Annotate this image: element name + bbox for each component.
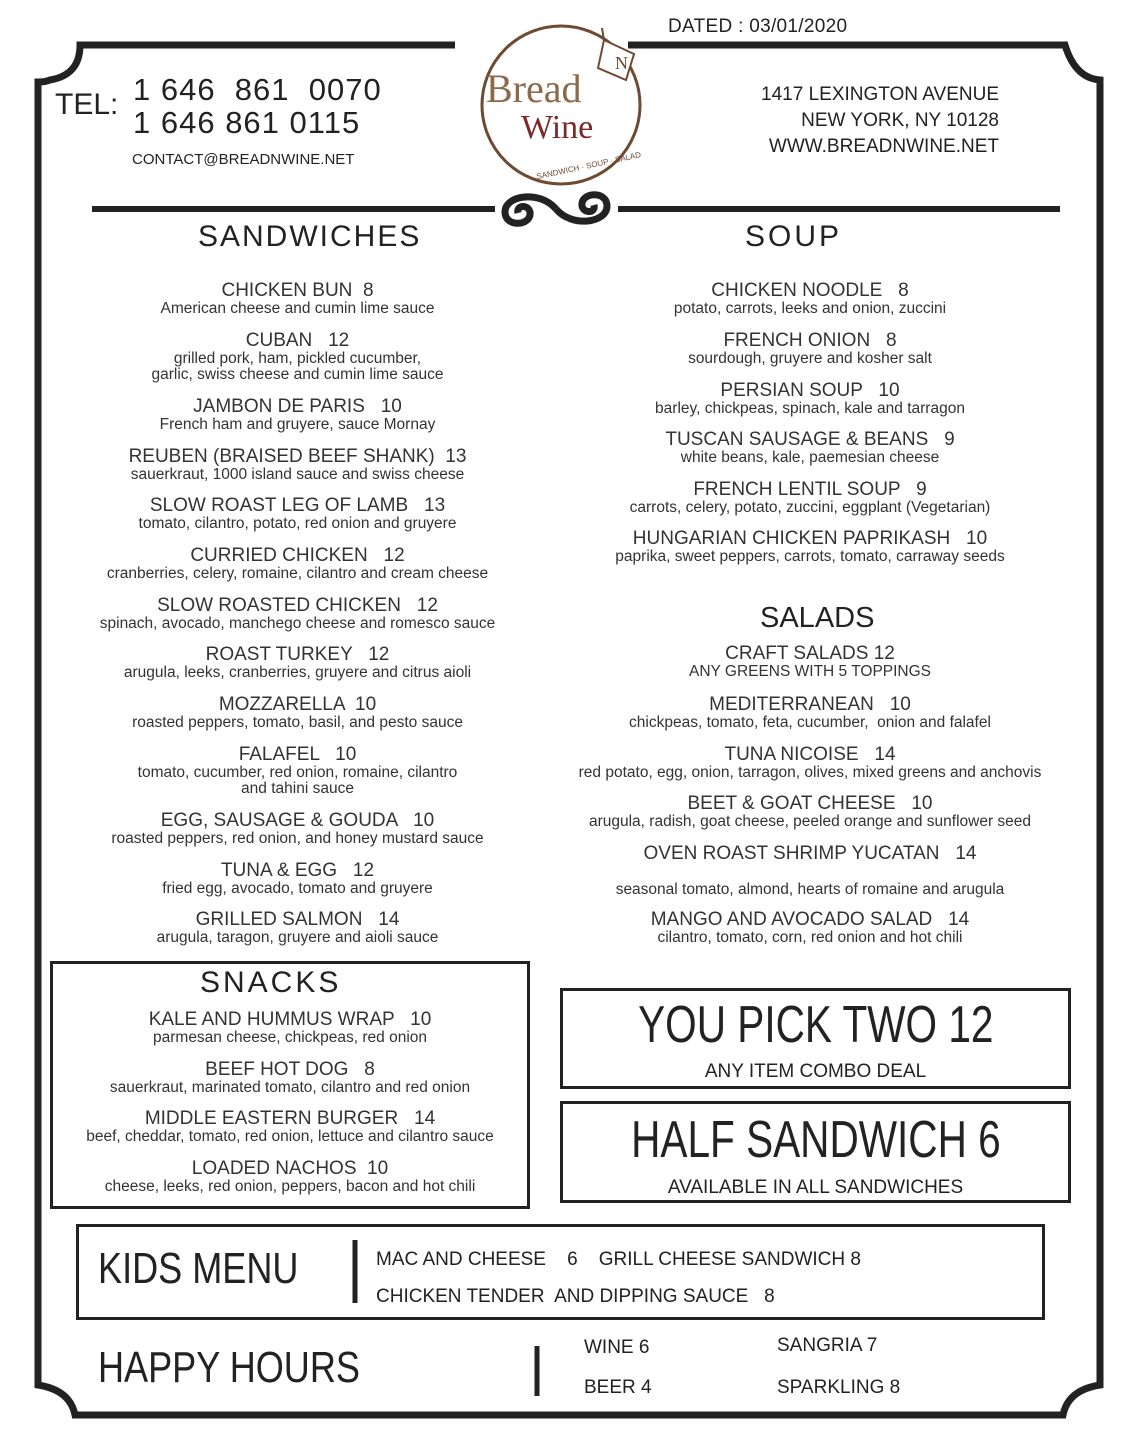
soup-item-description: potato, carrots, leeks and onion, zuccini	[673, 300, 947, 317]
pick-two-subtitle: ANY ITEM COMBO DEAL	[704, 1061, 927, 1082]
phone-number-2[interactable]: 1 646 861 0115	[133, 105, 361, 140]
sandwich-item-description: arugula, taragon, gruyere and aioli sauce	[156, 929, 439, 946]
snack-item-name: MIDDLE EASTERN BURGER 14	[144, 1108, 436, 1129]
soup-item-description: sourdough, gruyere and kosher salt	[688, 350, 932, 367]
salad-item	[545, 794, 1075, 830]
kids-menu-line-1: MAC AND CHEESE 6 GRILL CHEESE SANDWICH 8	[376, 1249, 861, 1270]
snack-item-name: BEEF HOT DOG 8	[205, 1059, 375, 1080]
salad-item-description	[545, 864, 1075, 882]
soup-item-name: FRENCH LENTIL SOUP 9	[693, 479, 927, 500]
sandwich-item-name: CHICKEN BUN 8	[221, 280, 374, 301]
soup-item-name: HUNGARIAN CHICKEN PAPRIKASH 10	[632, 528, 988, 549]
kids-menu-line-2: CHICKEN TENDER AND DIPPING SAUCE 8	[376, 1286, 775, 1307]
salad-item-description: seasonal tomato, almond, hearts of romaine and arugula	[615, 881, 1005, 898]
website-link[interactable]: WWW.BREADNWINE.NET	[768, 136, 999, 157]
sandwich-item-description: cranberries, celery, romaine, cilantro and cream cheese	[106, 565, 489, 582]
sandwich-item-name: SLOW ROASTED CHICKEN 12	[157, 595, 438, 616]
soup-item-description: white beans, kale, paemesian cheese	[680, 449, 940, 466]
snack-item-description: parmesan cheese, chickpeas, red onion	[153, 1029, 427, 1046]
soup-item-name: TUSCAN SAUSAGE & BEANS 9	[665, 429, 955, 450]
salad-item	[545, 844, 1075, 898]
salad-item-name: CRAFT SALADS 12	[725, 643, 895, 664]
pick-two-box	[560, 988, 1071, 1089]
sandwich-item-name: MOZZARELLA 10	[218, 694, 377, 715]
snack-item	[52, 1159, 528, 1195]
sandwich-item-description: arugula, leeks, cranberries, gruyere and citrus aioli	[123, 664, 472, 681]
soup-item-name: PERSIAN SOUP 10	[720, 380, 900, 401]
sandwich-item-description: spinach, avocado, manchego cheese and romesco sauce	[99, 615, 496, 632]
soup-title: SOUP	[745, 220, 843, 253]
sandwich-item-description: French ham and gruyere, sauce Mornay	[159, 416, 436, 433]
salad-item	[545, 745, 1075, 781]
salad-item-name: MEDITERRANEAN 10	[709, 694, 911, 715]
sandwich-item-description: tomato, cucumber, red onion, romaine, cilantro	[137, 764, 458, 781]
kids-menu-title: KIDS MENU	[98, 1244, 299, 1293]
sandwiches-title: SANDWICHES	[198, 220, 422, 253]
salads-title: SALADS	[760, 602, 875, 634]
salad-item-description: cilantro, tomato, corn, red onion and hot chili	[657, 929, 963, 946]
happy-hours-title: HAPPY HOURS	[98, 1343, 360, 1392]
logo-word-bread: Bread	[486, 66, 582, 111]
sandwich-item-name: TUNA & EGG 12	[220, 860, 375, 881]
soup-item-description: paprika, sweet peppers, carrots, tomato, carraway seeds	[615, 548, 1005, 565]
salad-item	[545, 644, 1075, 680]
half-sandwich-box	[560, 1101, 1071, 1203]
snack-item-name: KALE AND HUMMUS WRAP 10	[148, 1009, 432, 1030]
salad-item-name: BEET & GOAT CHEESE 10	[687, 793, 933, 814]
snack-item-name: LOADED NACHOS 10	[191, 1158, 389, 1179]
snack-item-description: cheese, leeks, red onion, peppers, bacon and hot chili	[104, 1178, 476, 1195]
email-link[interactable]: CONTACT@BREADNWINE.NET	[132, 151, 355, 168]
sandwich-item-name: EGG, SAUSAGE & GOUDA 10	[160, 810, 435, 831]
half-sandwich-subtitle: AVAILABLE IN ALL SANDWICHES	[667, 1177, 964, 1198]
address-city: NEW YORK, NY 10128	[801, 110, 999, 131]
sandwich-item-name: JAMBON DE PARIS 10	[193, 396, 402, 417]
happy-hours-item: SPARKLING 8	[777, 1377, 901, 1398]
salad-item	[545, 910, 1075, 946]
sandwich-item-name: SLOW ROAST LEG OF LAMB 13	[149, 495, 446, 516]
salad-item-description: red potato, egg, onion, tarragon, olives, mixed greens and anchovis	[578, 764, 1042, 781]
sandwich-item-description: and tahini sauce	[241, 780, 354, 797]
soup-item-name: FRENCH ONION 8	[723, 330, 897, 351]
salad-item-name: OVEN ROAST SHRIMP YUCATAN 14	[643, 843, 977, 864]
sandwich-item-description: sauerkraut, 1000 island sauce and swiss cheese	[130, 466, 465, 483]
sandwich-item-name: CURRIED CHICKEN 12	[190, 545, 405, 566]
soup-item-description: carrots, celery, potato, zuccini, eggplant (Vegetarian)	[629, 499, 991, 516]
sandwich-item-description: garlic, swiss cheese and cumin lime sauce	[151, 366, 444, 383]
salad-item	[545, 695, 1075, 731]
snack-item	[52, 1060, 528, 1096]
happy-hours-item: WINE 6	[584, 1337, 650, 1358]
salad-item-name: MANGO AND AVOCADO SALAD 14	[650, 909, 970, 930]
address-street: 1417 LEXINGTON AVENUE	[761, 84, 999, 105]
salad-item-name: TUNA NICOISE 14	[724, 744, 896, 765]
sandwich-item-description: American cheese and cumin lime sauce	[160, 300, 435, 317]
snack-item-description: sauerkraut, marinated tomato, cilantro and red onion	[109, 1079, 471, 1096]
salad-item-description: chickpeas, tomato, feta, cucumber, onion and falafel	[629, 714, 991, 731]
sandwich-item-name: GRILLED SALMON 14	[195, 909, 400, 930]
sandwich-item-name: REUBEN (BRAISED BEEF SHANK) 13	[128, 446, 467, 467]
tel-label: TEL:	[55, 88, 119, 121]
sandwich-item-name: ROAST TURKEY 12	[205, 644, 390, 665]
sandwich-item-description: fried egg, avocado, tomato and gruyere	[162, 880, 433, 897]
salad-item-description: arugula, radish, goat cheese, peeled orange and sunflower seed	[588, 813, 1032, 830]
snack-item	[52, 1109, 528, 1145]
logo-tag-letter: N	[615, 53, 628, 73]
soup-item-name: CHICKEN NOODLE 8	[711, 280, 909, 301]
snack-item	[52, 1010, 528, 1046]
dated-label: DATED : 03/01/2020	[668, 16, 848, 37]
phone-number-1[interactable]: 1 646 861 0070	[133, 72, 382, 107]
logo-tagline: SANDWICH · SOUP · SALAD	[535, 150, 642, 182]
soup-item-description: barley, chickpeas, spinach, kale and tarragon	[655, 400, 965, 417]
snack-item-description: beef, cheddar, tomato, red onion, lettuce and cilantro sauce	[86, 1128, 494, 1145]
sandwich-item-description: grilled pork, ham, pickled cucumber,	[173, 350, 422, 367]
sandwich-item-description: roasted peppers, tomato, basil, and pesto sauce	[132, 714, 463, 731]
salad-item-description: ANY GREENS WITH 5 TOPPINGS	[688, 663, 932, 680]
snacks-title: SNACKS	[200, 966, 342, 999]
pick-two-title: YOU PICK TWO 12	[637, 996, 994, 1054]
half-sandwich-title: HALF SANDWICH 6	[630, 1111, 1001, 1169]
sandwich-item-name: CUBAN 12	[245, 330, 350, 351]
sandwich-item-name: FALAFEL 10	[238, 744, 357, 765]
logo-word-wine: Wine	[521, 109, 594, 146]
sandwich-item-description: tomato, cilantro, potato, red onion and gruyere	[138, 515, 457, 532]
happy-hours-item: BEER 4	[584, 1377, 652, 1398]
sandwich-item-description: roasted peppers, red onion, and honey mustard sauce	[111, 830, 484, 847]
happy-hours-item: SANGRIA 7	[777, 1335, 878, 1356]
